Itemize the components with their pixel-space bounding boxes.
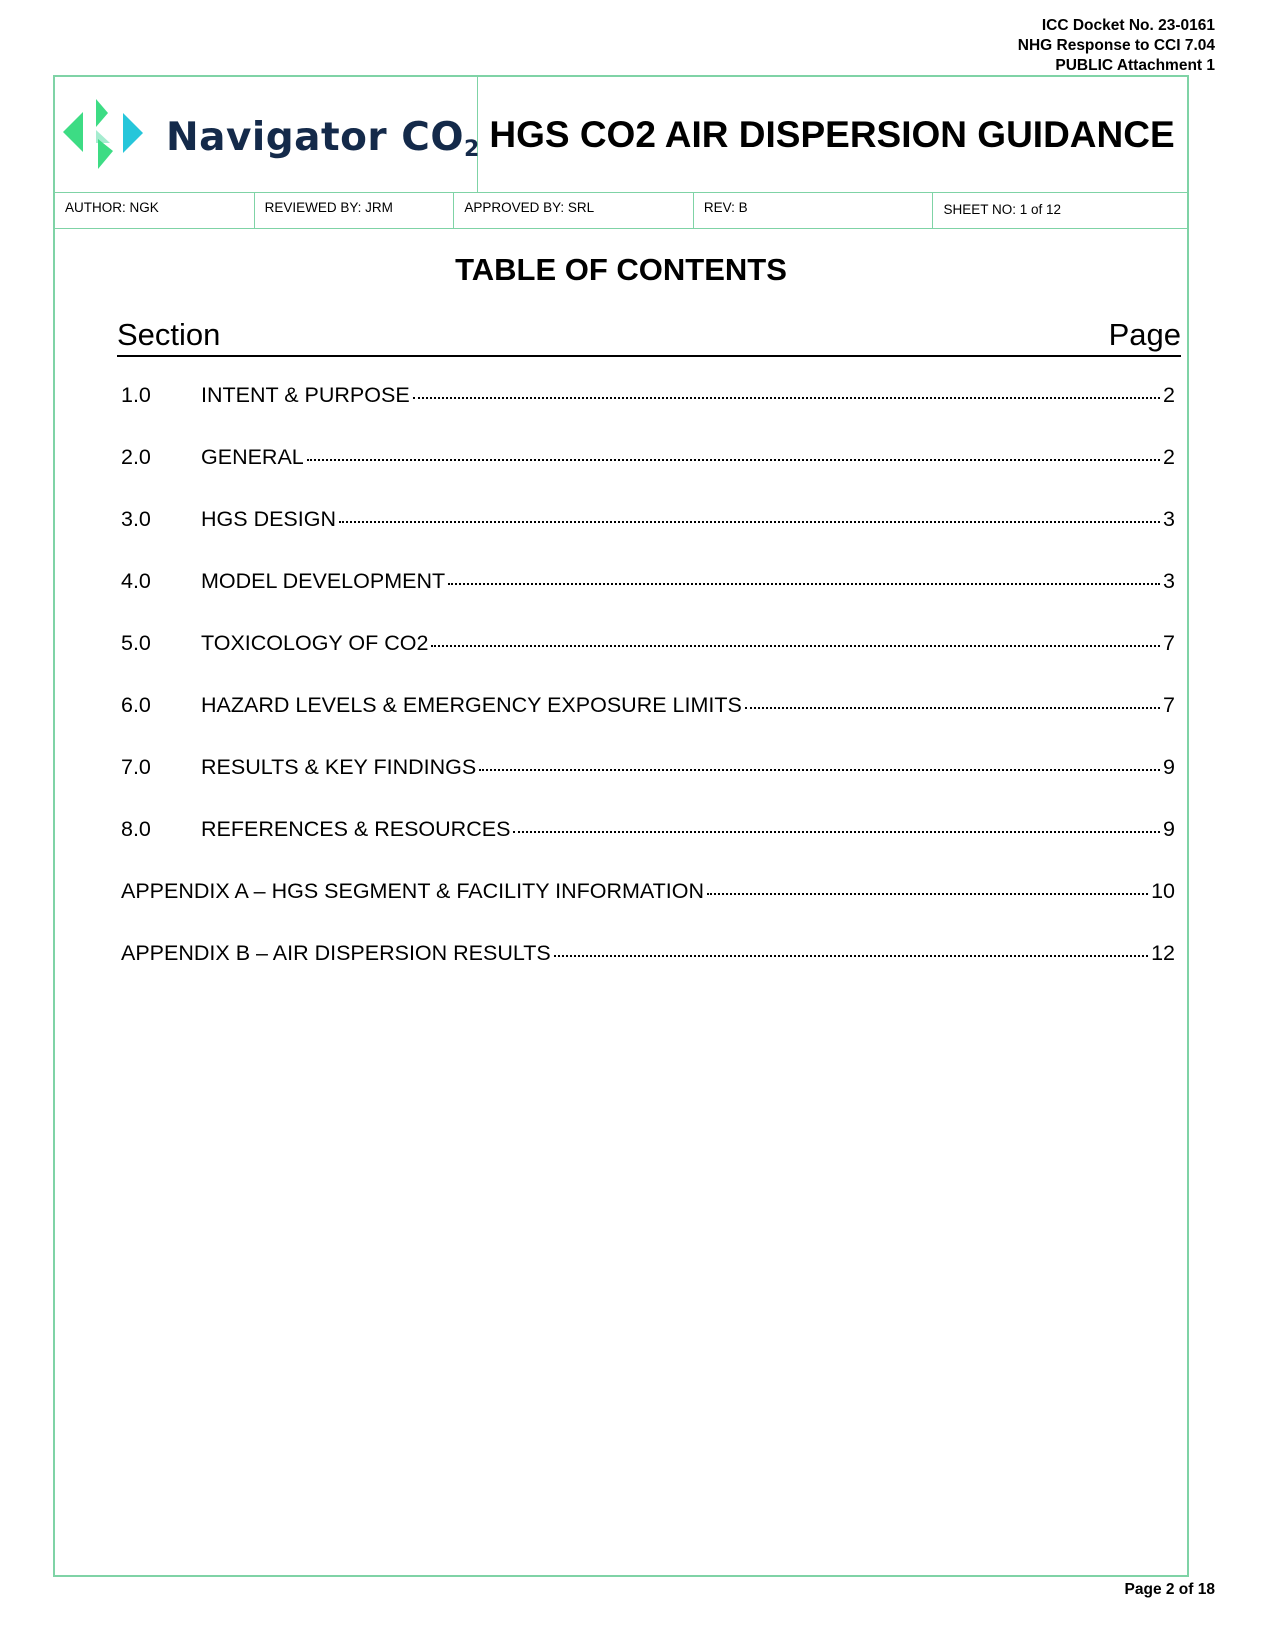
logo-cell [55, 77, 478, 192]
toc-leader-dots [554, 955, 1148, 957]
docket-response: NHG Response to CCI 7.04 [1017, 37, 1215, 54]
toc-entry[interactable] [121, 569, 1175, 631]
toc-entry[interactable] [121, 693, 1175, 755]
toc-entry-page: 3 [1163, 569, 1175, 593]
toc-entry-number: 6.0 [121, 693, 151, 717]
toc-entry-label: RESULTS & KEY FINDINGS [201, 755, 477, 779]
toc-entry-number: 7.0 [121, 755, 151, 779]
toc-leader-dots [479, 769, 1160, 771]
toc-entry[interactable] [121, 631, 1175, 693]
toc-entry-label: HAZARD LEVELS & EMERGENCY EXPOSURE LIMITS [201, 693, 742, 717]
toc-entry[interactable] [121, 383, 1175, 445]
toc-leader-dots [745, 707, 1160, 709]
toc-entry-label: GENERAL [201, 445, 304, 469]
toc-leader-dots [448, 583, 1160, 585]
document-frame [53, 75, 1189, 1577]
toc-entry-page: 7 [1163, 631, 1175, 655]
toc-entry-label: APPENDIX A – HGS SEGMENT & FACILITY INFORMATION [121, 879, 705, 903]
toc-entry[interactable] [121, 879, 1175, 941]
toc-entry-page: 3 [1163, 507, 1175, 531]
toc-entry-label: MODEL DEVELOPMENT [201, 569, 446, 593]
toc-entry-label: TOXICOLOGY OF CO2 [201, 631, 429, 655]
toc-entry-page: 12 [1151, 941, 1175, 965]
toc-leader-dots [339, 521, 1160, 523]
section-heading: Section [117, 317, 221, 352]
author-field: AUTHOR: NGK [55, 192, 255, 228]
toc-entry-number: 5.0 [121, 631, 151, 655]
toc-list [121, 383, 1175, 1003]
approved-field: APPROVED BY: SRL [454, 192, 694, 228]
toc-entry[interactable] [121, 507, 1175, 569]
toc-entry-number: 2.0 [121, 445, 151, 469]
toc-entry-number: 3.0 [121, 507, 151, 531]
docket-number: ICC Docket No. 23-0161 [1041, 17, 1215, 34]
approval-row [55, 192, 1187, 229]
page-number: Page 2 of 18 [1124, 1581, 1215, 1598]
reviewed-field: REVIEWED BY: JRM [255, 192, 455, 228]
toc-entry[interactable] [121, 755, 1175, 817]
toc-entry-page: 7 [1163, 693, 1175, 717]
logo-wordmark: Navigator $CO_2$ [166, 115, 480, 162]
toc-leader-dots [413, 397, 1160, 399]
page-heading: Page [1108, 317, 1181, 352]
toc-entry[interactable] [121, 445, 1175, 507]
toc-leader-dots [513, 831, 1160, 833]
toc-header [117, 317, 1181, 357]
sheet-number-field: SHEET NO: 1 of 12 [943, 202, 1062, 217]
docket-header [795, 16, 1215, 76]
navigator-logo-icon [63, 99, 145, 171]
revision-field: REV: B [694, 192, 934, 228]
toc-entry[interactable] [121, 817, 1175, 879]
toc-entry-page: 9 [1163, 755, 1175, 779]
toc-entry-page: 2 [1163, 445, 1175, 469]
docket-attachment: PUBLIC Attachment 1 [1055, 57, 1215, 74]
toc-entry-page: 9 [1163, 817, 1175, 841]
toc-entry-number: 1.0 [121, 383, 151, 407]
toc-leader-dots [431, 645, 1160, 647]
toc-entry-label: REFERENCES & RESOURCES [201, 817, 511, 841]
toc-entry-number: 4.0 [121, 569, 151, 593]
document-title: HGS CO2 AIR DISPERSION GUIDANCE [489, 113, 1175, 155]
toc-entry-page: 10 [1151, 879, 1175, 903]
toc-entry-label: APPENDIX B – AIR DISPERSION RESULTS [121, 941, 551, 965]
toc-leader-dots [307, 459, 1160, 461]
toc-entry-label: HGS DESIGN [201, 507, 336, 531]
toc-entry-label: INTENT & PURPOSE [201, 383, 410, 407]
title-block [55, 77, 1187, 193]
toc-entry-page: 2 [1163, 383, 1175, 407]
toc-leader-dots [707, 893, 1148, 895]
toc-title: TABLE OF CONTENTS [455, 252, 787, 287]
toc-entry[interactable] [121, 941, 1175, 1003]
toc-entry-number: 8.0 [121, 817, 151, 841]
